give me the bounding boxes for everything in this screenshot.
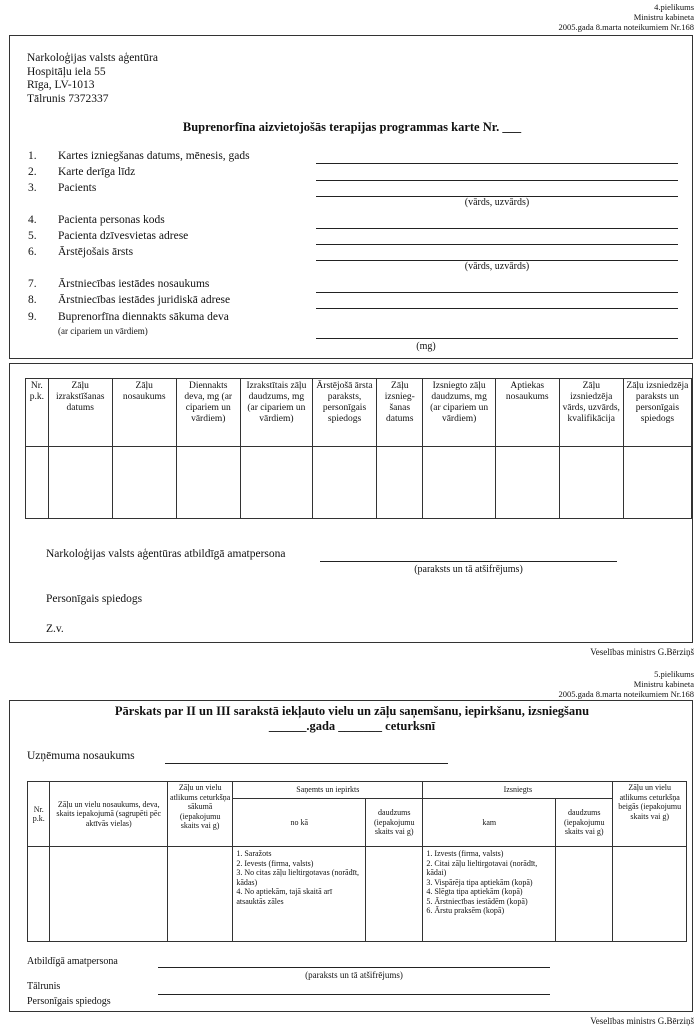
phone-label: Tālrunis bbox=[27, 981, 61, 992]
field-4 bbox=[28, 214, 37, 226]
list-item: 2. Ievests (firma, valsts) bbox=[236, 858, 314, 868]
table-cell[interactable] bbox=[366, 847, 423, 942]
table-cell[interactable] bbox=[48, 447, 112, 519]
field-8 bbox=[28, 294, 37, 306]
phone-input-line[interactable] bbox=[158, 994, 550, 995]
col-header: daudzums (iepakojumu skaits vai g) bbox=[556, 799, 613, 847]
ref-line: Ministru kabineta bbox=[633, 12, 694, 22]
col-header: kam bbox=[423, 799, 556, 847]
field-5 bbox=[28, 230, 37, 242]
col-group-header: Izsniegts bbox=[423, 782, 613, 799]
table-cell[interactable] bbox=[559, 447, 623, 519]
table-row[interactable] bbox=[26, 447, 692, 519]
field-5-input-line[interactable] bbox=[316, 244, 678, 245]
table-cell[interactable] bbox=[495, 447, 559, 519]
col-header: Nr. p.k. bbox=[26, 379, 49, 447]
field-num: 4. bbox=[28, 214, 37, 226]
report-table bbox=[27, 781, 687, 942]
field-num: 7. bbox=[28, 278, 37, 290]
minister-signature-4: Veselības ministrs G.Bērziņš bbox=[590, 647, 694, 657]
field-7-input-line[interactable] bbox=[316, 292, 678, 293]
report-official-label: Atbildīgā amatpersona bbox=[27, 956, 118, 967]
field-7-label: Ārstniecības iestādes nosaukums bbox=[58, 278, 210, 290]
signature-caption: (paraksts un tā atšifrējums) bbox=[414, 564, 523, 575]
stamp-label: Personīgais spiedogs bbox=[46, 593, 143, 605]
field-7 bbox=[28, 278, 37, 290]
report-box bbox=[9, 700, 693, 1012]
col-header: Aptiekas nosaukums bbox=[495, 379, 559, 447]
table-row[interactable] bbox=[28, 847, 687, 942]
field-9-sublabel: (ar cipariem un vārdiem) bbox=[58, 326, 148, 336]
ref-line: 5.pielikums bbox=[654, 669, 694, 679]
field-2-label: Karte derīga līdz bbox=[58, 166, 136, 178]
report-official-line[interactable] bbox=[158, 967, 550, 968]
col-header: no kā bbox=[233, 799, 366, 847]
dispensing-box bbox=[9, 363, 693, 643]
table-cell[interactable] bbox=[167, 847, 232, 942]
table-cell[interactable] bbox=[26, 447, 49, 519]
col-header: Nr. p.k. bbox=[28, 782, 50, 847]
report-stamp-label: Personīgais spiedogs bbox=[27, 996, 111, 1007]
dispensing-table bbox=[25, 378, 692, 519]
field-3-label: Pacients bbox=[58, 182, 97, 194]
agency-phone: Tālrunis 7372337 bbox=[27, 92, 109, 105]
minister-signature-5: Veselības ministrs G.Bērziņš bbox=[590, 1016, 694, 1026]
field-num: 9. bbox=[28, 311, 37, 323]
field-num: 2. bbox=[28, 166, 37, 178]
field-6 bbox=[28, 246, 37, 258]
list-item: 5. Ārstniecības iestādēm (kopā) bbox=[426, 896, 528, 906]
report-title bbox=[10, 704, 694, 734]
field-2-input-line[interactable] bbox=[316, 180, 678, 181]
field-4-label: Pacienta personas kods bbox=[58, 214, 165, 226]
ref-line: 2005.gada 8.marta noteikumiem Nr.168 bbox=[558, 22, 694, 32]
field-num: 5. bbox=[28, 230, 37, 242]
col-header: Zāļu izsnieg-šanas datums bbox=[377, 379, 423, 447]
ref-line: 4.pielikums bbox=[654, 2, 694, 12]
table-cell[interactable] bbox=[423, 447, 495, 519]
field-6-label: Ārstējošais ārsts bbox=[58, 246, 134, 258]
field-1-input-line[interactable] bbox=[316, 163, 678, 164]
table-cell[interactable] bbox=[28, 847, 50, 942]
field-2 bbox=[28, 166, 37, 178]
issued-options-cell bbox=[423, 847, 556, 942]
report-title-line2: ______.gada _______ ceturksnī bbox=[268, 719, 436, 733]
agency-street: Hospitāļu iela 55 bbox=[27, 65, 106, 78]
table-cell[interactable] bbox=[50, 847, 167, 942]
col-header: Zāļu un vielu atlikums ceturkšņa sākumā (iepakojumu skaits vai g) bbox=[167, 782, 232, 847]
table-cell[interactable] bbox=[556, 847, 613, 942]
field-num: 6. bbox=[28, 246, 37, 258]
col-header: Izrakstītais zāļu daudzums, mg (ar cipariem un vārdiem) bbox=[240, 379, 312, 447]
col-header: Zāļu izrakstīšanas datums bbox=[48, 379, 112, 447]
field-9-label: Buprenorfīna diennakts sākuma deva bbox=[58, 311, 229, 323]
official-signature-line[interactable] bbox=[320, 561, 617, 562]
col-header: Zāļu nosaukums bbox=[112, 379, 176, 447]
mg-caption: (mg) bbox=[416, 341, 436, 352]
list-item: 2. Citai zāļu lieltirgotavai (norādīt, kādai) bbox=[426, 858, 538, 877]
report-signature-caption: (paraksts un tā atšifrējums) bbox=[305, 970, 403, 980]
field-1-label: Kartes izniegšanas datums, mēnesis, gads bbox=[58, 150, 250, 162]
field-8-input-line[interactable] bbox=[316, 308, 678, 309]
report-header-row-1 bbox=[28, 782, 687, 799]
table-header-row bbox=[26, 379, 692, 447]
agency-name: Narkoloģijas valsts aģentūra bbox=[27, 52, 158, 64]
table-cell[interactable] bbox=[112, 447, 176, 519]
field-num: 1. bbox=[28, 150, 37, 162]
list-item: 3. Vispārēja tipa aptiekām (kopā) bbox=[426, 877, 533, 887]
col-header: daudzums (iepakojumu skaits vai g) bbox=[366, 799, 423, 847]
col-header: Zāļu izsniedzēja paraksts un personīgais spiedogs bbox=[623, 379, 691, 447]
card-title: Buprenorfīna aizvietojošās terapijas programmas karte Nr. ___ bbox=[182, 120, 522, 134]
list-item: 6. Ārstu praksēm (kopā) bbox=[426, 906, 505, 915]
col-header: Ārstējošā ārsta paraksts, personīgais spiedogs bbox=[313, 379, 377, 447]
table-cell[interactable] bbox=[613, 847, 687, 942]
table-cell[interactable] bbox=[176, 447, 240, 519]
list-item: 1. Izvests (firma, valsts) bbox=[426, 849, 504, 858]
field-num: 8. bbox=[28, 294, 37, 306]
report-title-line1: Pārskats par II un III sarakstā iekļauto vielu un zāļu saņemšanu, iepirkšanu, izsniegšanu bbox=[114, 704, 590, 718]
col-header: Zāļu un vielu nosaukums, deva, skaits iepakojumā (sagrupēti pēc aktīvās vielas) bbox=[50, 782, 167, 847]
name-caption-1: (vārds, uzvārds) bbox=[464, 197, 530, 208]
list-item: 4. No aptiekām, tajā skaitā arī atsauktās zāles bbox=[236, 887, 333, 906]
card-header-box bbox=[9, 35, 693, 359]
field-9 bbox=[28, 311, 37, 323]
field-5-label: Pacienta dzīvesvietas adrese bbox=[58, 230, 189, 242]
received-options-cell bbox=[233, 847, 366, 942]
field-1 bbox=[28, 150, 37, 162]
list-item: 4. Slēgta tipa aptiekām (kopā) bbox=[426, 887, 523, 896]
table-cell[interactable] bbox=[623, 447, 691, 519]
col-header: Zāļu izsniedzēja vārds, uzvārds, kvalifikācija bbox=[559, 379, 623, 447]
field-4-input-line[interactable] bbox=[316, 228, 678, 229]
col-group-header: Saņemts un iepirkts bbox=[233, 782, 423, 799]
list-item: 1. Saražots bbox=[236, 849, 272, 858]
table-cell[interactable] bbox=[377, 447, 423, 519]
agency-address bbox=[27, 52, 158, 106]
ref-line: 2005.gada 8.marta noteikumiem Nr.168 bbox=[558, 689, 694, 699]
col-header: Diennakts deva, mg (ar cipariem un vārdiem) bbox=[176, 379, 240, 447]
field-8-label: Ārstniecības iestādes juridiskā adrese bbox=[58, 294, 231, 306]
table-cell[interactable] bbox=[240, 447, 312, 519]
annex4-reference bbox=[559, 2, 695, 32]
ref-line: Ministru kabineta bbox=[633, 679, 694, 689]
annex5-reference bbox=[559, 669, 695, 699]
field-num: 3. bbox=[28, 182, 37, 194]
field-9-input-line[interactable] bbox=[316, 338, 678, 339]
list-item: 3. No citas zāļu lieltirgotavas (norādīt, kādas) bbox=[236, 868, 360, 887]
name-caption-2: (vārds, uzvārds) bbox=[464, 261, 530, 272]
field-3 bbox=[28, 182, 37, 194]
col-header: Izsniegto zāļu daudzums, mg (ar cipariem un vārdiem) bbox=[423, 379, 495, 447]
official-label: Narkoloģijas valsts aģentūras atbildīgā amatpersona bbox=[46, 548, 286, 560]
company-label: Uzņēmuma nosaukums bbox=[27, 750, 135, 762]
agency-city: Rīga, LV-1013 bbox=[27, 79, 95, 91]
company-input-line[interactable] bbox=[165, 763, 448, 764]
col-header: Zāļu un vielu atlikums ceturkšņa beigās (iepakojumu skaits vai g) bbox=[613, 782, 687, 847]
table-cell[interactable] bbox=[313, 447, 377, 519]
zv-label: Z.v. bbox=[46, 623, 64, 635]
